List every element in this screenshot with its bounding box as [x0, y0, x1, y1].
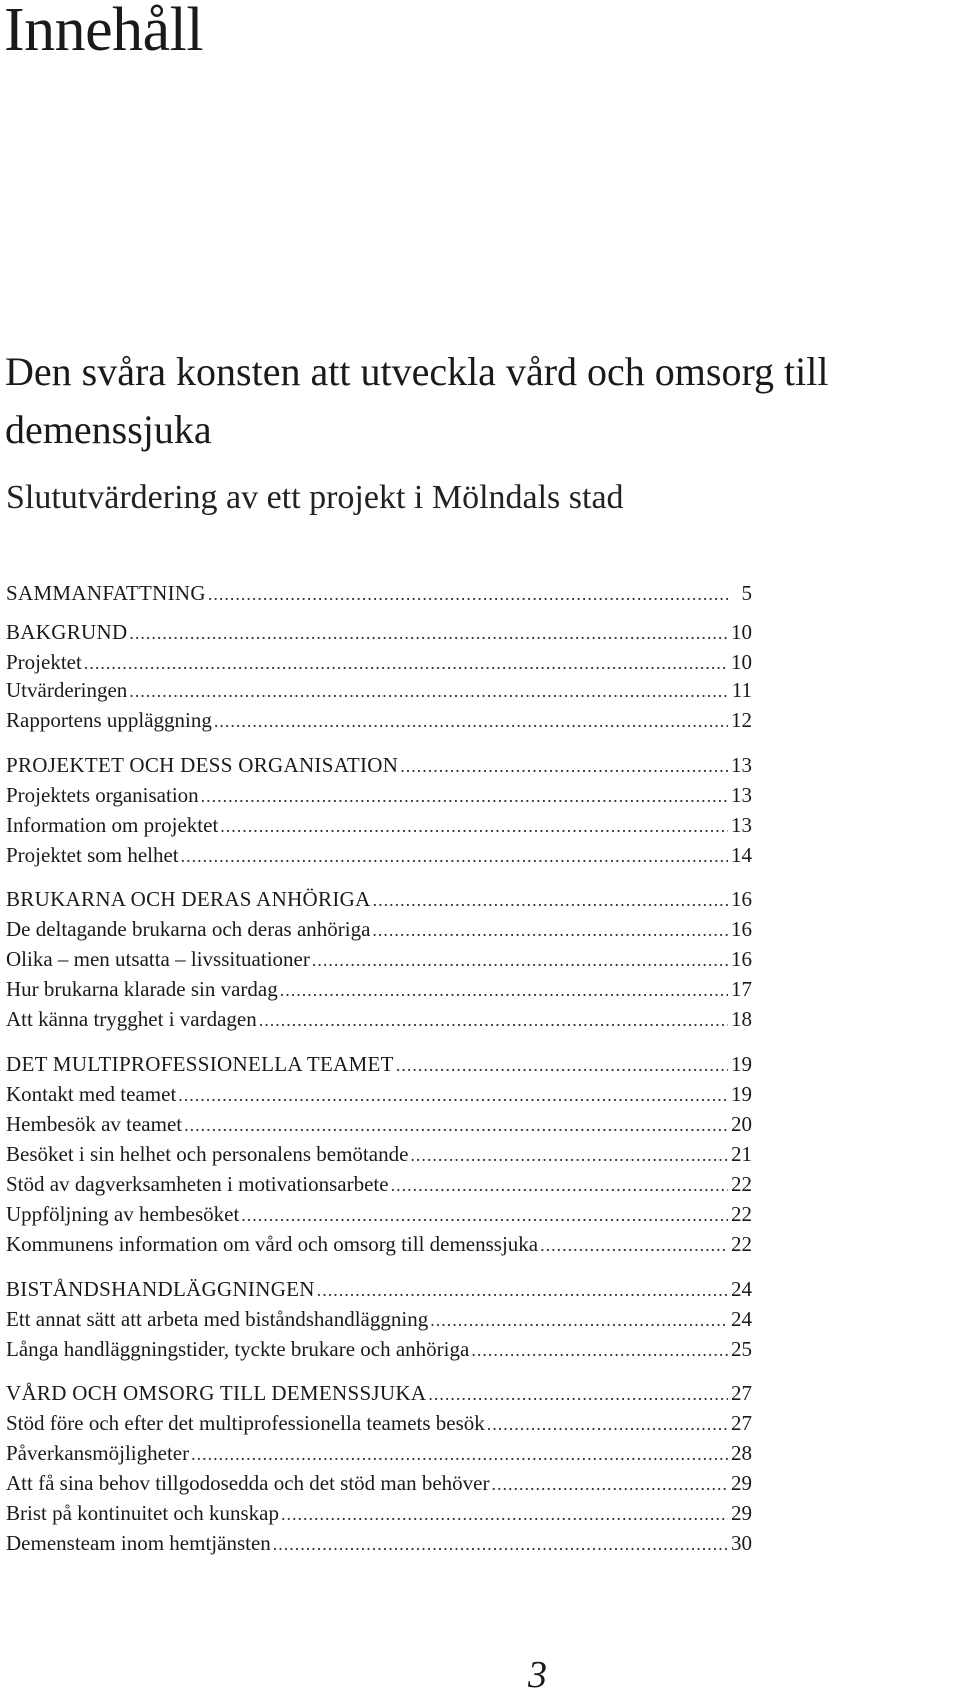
toc-entry[interactable] — [6, 1274, 752, 1304]
toc-entry-page: 5 — [741, 581, 752, 605]
toc-entry-page: 13 — [731, 813, 752, 837]
toc-entry-label: Kontakt med teamet — [6, 1082, 177, 1106]
toc-entry[interactable] — [6, 1468, 752, 1498]
toc-entry-label: Hembesök av teamet — [6, 1112, 183, 1136]
toc-entry-page: 16 — [731, 887, 752, 911]
toc-entry-page: 27 — [731, 1411, 752, 1435]
toc-leader-dots — [178, 1080, 728, 1110]
toc-leader-dots — [201, 781, 728, 811]
toc-entry-page: 10 — [731, 650, 752, 674]
toc-entry[interactable] — [6, 1079, 752, 1109]
toc-entry-label: Hur brukarna klarade sin vardag — [6, 977, 278, 1001]
page-heading: Innehåll — [4, 0, 204, 64]
toc-entry-page: 28 — [731, 1441, 752, 1465]
page-number: 3 — [528, 1654, 547, 1696]
toc-entry-page: 16 — [731, 917, 752, 941]
toc-leader-dots — [129, 618, 728, 648]
toc-entry-page: 30 — [731, 1531, 752, 1555]
toc-entry-label: Att känna trygghet i vardagen — [6, 1007, 257, 1031]
toc-entry-label: BRUKARNA OCH DERAS ANHÖRIGA — [6, 887, 371, 911]
toc-entry[interactable] — [6, 1304, 752, 1334]
toc-leader-dots — [430, 1305, 728, 1335]
toc-entry-label: Stöd av dagverksamheten i motivationsarbete — [6, 1172, 389, 1196]
toc-leader-dots — [471, 1335, 728, 1365]
toc-entry[interactable] — [6, 810, 752, 840]
toc-entry-page: 18 — [731, 1007, 752, 1031]
toc-entry-label: Kommunens information om vård och omsorg till demenssjuka — [6, 1232, 539, 1256]
toc-entry-label: Projektet som helhet — [6, 843, 179, 867]
toc-entry[interactable] — [6, 647, 752, 677]
toc-leader-dots — [273, 1529, 728, 1559]
toc-leader-dots — [84, 648, 728, 678]
toc-entry[interactable] — [6, 750, 752, 780]
toc-entry-page: 16 — [731, 947, 752, 971]
toc-entry-page: 22 — [731, 1172, 752, 1196]
toc-entry-page: 19 — [731, 1052, 752, 1076]
toc-entry[interactable] — [6, 705, 752, 735]
toc-entry[interactable] — [6, 1004, 752, 1034]
toc-entry-label: Uppföljning av hembesöket — [6, 1202, 240, 1226]
toc-entry-label: SAMMANFATTNING — [6, 581, 206, 605]
toc-leader-dots — [487, 1409, 728, 1439]
toc-leader-dots — [241, 1200, 728, 1230]
toc-leader-dots — [400, 751, 728, 781]
toc-entry-page: 19 — [731, 1082, 752, 1106]
toc-entry-label: Att få sina behov tillgodosedda och det stöd man behöver — [6, 1471, 490, 1495]
toc-leader-dots — [191, 1439, 728, 1469]
document-subtitle: Slututvärdering av ett projekt i Mölndals stad — [6, 479, 624, 516]
toc-entry[interactable] — [6, 944, 752, 974]
toc-entry-label: DET MULTIPROFESSIONELLA TEAMET — [6, 1052, 394, 1076]
toc-entry-label: Ett annat sätt att arbeta med biståndshandläggning — [6, 1307, 429, 1331]
toc-leader-dots — [312, 945, 728, 975]
toc-leader-dots — [129, 676, 728, 706]
toc-entry-label: Stöd före och efter det multiprofessionella teamets besök — [6, 1411, 485, 1435]
toc-entry[interactable] — [6, 1049, 752, 1079]
toc-entry-page: 25 — [731, 1337, 752, 1361]
toc-leader-dots — [208, 579, 728, 609]
toc-entry-label: Demensteam inom hemtjänsten — [6, 1531, 271, 1555]
toc-entry[interactable] — [6, 780, 752, 810]
document-title: Den svåra konsten att utveckla vård och omsorg till demenssjuka — [5, 349, 829, 452]
toc-leader-dots — [410, 1140, 728, 1170]
toc-entry[interactable] — [6, 1438, 752, 1468]
toc-entry-label: Rapportens uppläggning — [6, 708, 212, 732]
toc-leader-dots — [184, 1110, 728, 1140]
toc-entry[interactable] — [6, 675, 752, 705]
toc-entry-page: 11 — [731, 678, 752, 702]
toc-entry[interactable] — [6, 617, 752, 647]
toc-entry-page: 13 — [731, 783, 752, 807]
toc-leader-dots — [372, 915, 728, 945]
toc-entry-page: 20 — [731, 1112, 752, 1136]
toc-entry[interactable] — [6, 1378, 752, 1408]
toc-entry-page: 24 — [731, 1277, 752, 1301]
toc-entry[interactable] — [6, 914, 752, 944]
toc-leader-dots — [540, 1230, 728, 1260]
toc-leader-dots — [373, 885, 728, 915]
toc-entry-page: 12 — [731, 708, 752, 732]
toc-entry-page: 22 — [731, 1202, 752, 1226]
toc-entry[interactable] — [6, 1408, 752, 1438]
toc-entry[interactable] — [6, 1498, 752, 1528]
toc-leader-dots — [220, 811, 728, 841]
toc-entry-page: 10 — [731, 620, 752, 644]
toc-leader-dots — [280, 975, 728, 1005]
toc-entry-page: 29 — [731, 1501, 752, 1525]
toc-entry-label: Projektets organisation — [6, 783, 199, 807]
toc-entry[interactable] — [6, 840, 752, 870]
toc-entry-page: 22 — [731, 1232, 752, 1256]
toc-leader-dots — [428, 1379, 728, 1409]
toc-entry[interactable] — [6, 884, 752, 914]
toc-leader-dots — [281, 1499, 728, 1529]
toc-entry[interactable] — [6, 1199, 752, 1229]
toc-entry-label: Information om projektet — [6, 813, 219, 837]
toc-entry-label: BISTÅNDSHANDLÄGGNINGEN — [6, 1277, 315, 1301]
toc-entry-label: VÅRD OCH OMSORG TILL DEMENSSJUKA — [6, 1381, 427, 1405]
toc-entry-label: Projektet — [6, 650, 82, 674]
toc-entry-page: 21 — [731, 1142, 752, 1166]
toc-entry-label: Påverkansmöjligheter — [6, 1441, 190, 1465]
toc-entry[interactable] — [6, 1139, 752, 1169]
toc-entry[interactable] — [6, 1334, 752, 1364]
toc-entry-page: 29 — [731, 1471, 752, 1495]
toc-entry[interactable] — [6, 1109, 752, 1139]
toc-entry[interactable] — [6, 1169, 752, 1199]
toc-leader-dots — [396, 1050, 728, 1080]
toc-entry-page: 24 — [731, 1307, 752, 1331]
toc-entry-label: Långa handläggningstider, tyckte brukare och anhöriga — [6, 1337, 470, 1361]
toc-leader-dots — [214, 706, 728, 736]
toc-entry-label: PROJEKTET OCH DESS ORGANISATION — [6, 753, 399, 777]
toc-leader-dots — [391, 1170, 728, 1200]
toc-entry-label: Olika – men utsatta – livssituationer — [6, 947, 310, 971]
toc-entry-page: 17 — [731, 977, 752, 1001]
toc-entry-label: Brist på kontinuitet och kunskap — [6, 1501, 279, 1525]
toc-entry[interactable] — [6, 578, 752, 608]
toc-entry[interactable] — [6, 974, 752, 1004]
toc-leader-dots — [259, 1005, 728, 1035]
toc-leader-dots — [491, 1469, 728, 1499]
toc-leader-dots — [181, 841, 728, 871]
toc-entry-label: De deltagande brukarna och deras anhöriga — [6, 917, 371, 941]
toc-entry[interactable] — [6, 1528, 752, 1558]
toc-leader-dots — [317, 1275, 728, 1305]
toc-entry-page: 14 — [731, 843, 752, 867]
toc-entry-label: Utvärderingen — [6, 678, 128, 702]
toc-entry-label: Besöket i sin helhet och personalens bemötande — [6, 1142, 409, 1166]
toc-entry[interactable] — [6, 1229, 752, 1259]
toc-entry-label: BAKGRUND — [6, 620, 128, 644]
toc-entry-page: 13 — [731, 753, 752, 777]
toc-entry-page: 27 — [731, 1381, 752, 1405]
